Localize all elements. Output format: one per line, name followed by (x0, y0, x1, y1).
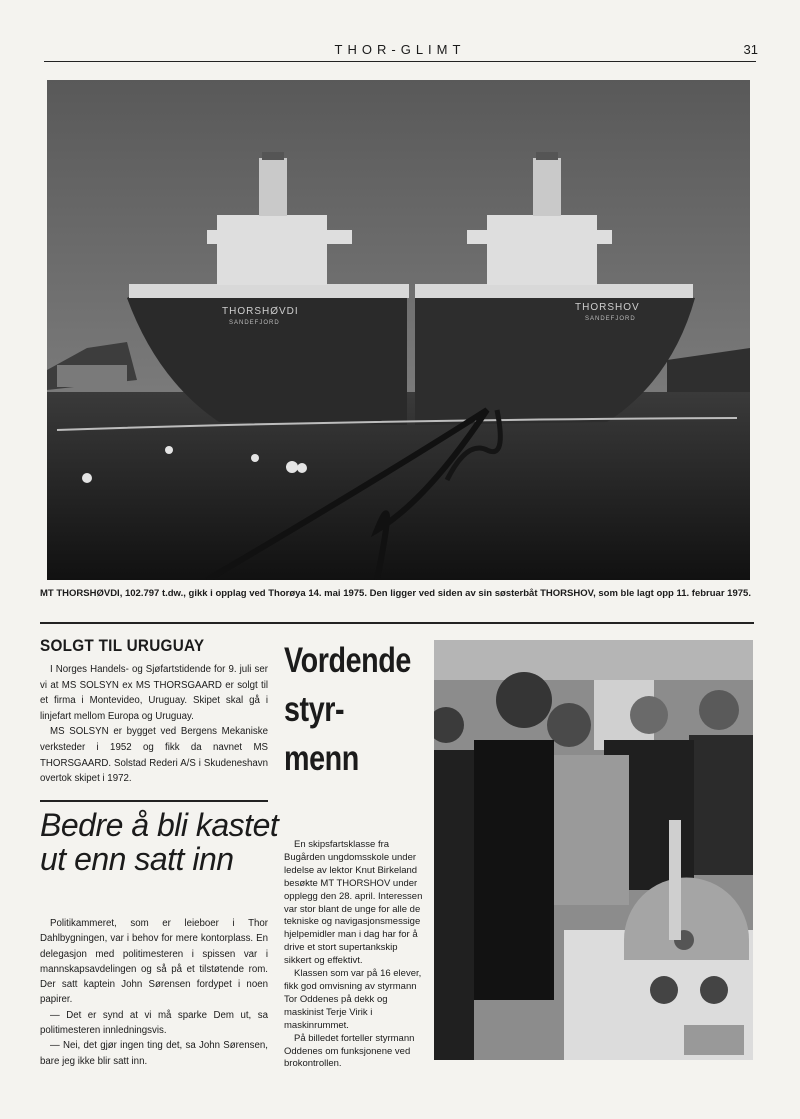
shore-buildings (57, 365, 127, 387)
article-solgt-paragraph: I Norges Handels- og Sjøfartstidende for 9. juli ser vi at MS SOLSYN ex MS THORSGAARD er solgt til et firma i Montevideo, Uruguay. Skipet skal gå i linjefart mellom Europa og Uruguay. (40, 664, 268, 722)
student-left-edge (434, 707, 474, 1060)
article-bedre-title: Bedre å bli kastet ut enn satt inn (40, 807, 279, 877)
article-solgt-title: SOLGT TIL URUGUAY (40, 636, 205, 655)
ships-photo (47, 80, 750, 580)
article-vordende-paragraph: Klassen som var på 16 elever, fikk god omvisning av styrmann Tor Oddenes på dekk og maskinist Terje Virik i maskinrummet. (284, 968, 422, 1031)
ceiling (434, 640, 753, 680)
ship-right-name: THORSHOV (575, 302, 640, 313)
header-rule (44, 61, 756, 62)
ship-left-name: THORSHØVDI (222, 306, 299, 317)
article-vordende-body (284, 839, 424, 1071)
section-rule (40, 622, 754, 624)
article-vordende-paragraph: En skipsfartsklasse fra Bugården ungdomsskole under ledelse av lektor Knut Birkeland besøkte MT THORSHOV under opplegg den 28. april. Interessen var stor blant de unge for alle de tekniske og navigasjonsmessige hjelpemidler man i dag har for å drive et stort supertankskip sikkert og effektivt. (284, 839, 423, 967)
article-vordende-paragraph: På billedet forteller styrmann Oddenes om funksjonene ved brokontrollen. (284, 1032, 415, 1070)
page-number: 31 (743, 42, 758, 57)
page-header-title: THOR-GLIMT (334, 42, 466, 57)
article-solgt-paragraph: MS SOLSYN er bygget ved Bergens Mekaniske verksteder i 1952 og fikk da navnet MS THORSGAARD. Solstad Rederi A/S i Skudeneshavn overtok skipet i 1972. (40, 726, 268, 785)
article-bedre-body (40, 916, 268, 1069)
column-rule (40, 800, 268, 802)
ship-right-port: SANDEFJORD (585, 316, 636, 322)
ship-left-port: SANDEFJORD (229, 320, 280, 326)
article-vordende-title: Vordende styr-menn (284, 641, 411, 778)
photo-caption: MT THORSHØVDI, 102.797 t.dw., gikk i opplag ved Thorøya 14. mai 1975. Den ligger ved siden av sin søsterbåt THORSHOV, som ble lagt opp 11. februar 1975. (40, 588, 751, 599)
article-bedre-paragraph: Politikammeret, som er leieboer i Thor Dahlbygningen, var i behov for mere kontorplass. En delegasjon med politimesteren i spissen var i mannskapsavdelingen og så på et tilstøtende rom. Der satt kaptein John Sørensen fordypet i noen papirer. (40, 918, 268, 1006)
article-bedre-paragraph: — Det er synd at vi må sparke Dem ut, sa politimesteren innledningsvis. (40, 1009, 268, 1037)
students-photo (434, 640, 753, 1060)
article-bedre-paragraph: — Nei, det gjør ingen ting det, sa John Sørensen, bare jeg ikke blir satt inn. (40, 1040, 268, 1067)
article-solgt-body (40, 662, 268, 787)
